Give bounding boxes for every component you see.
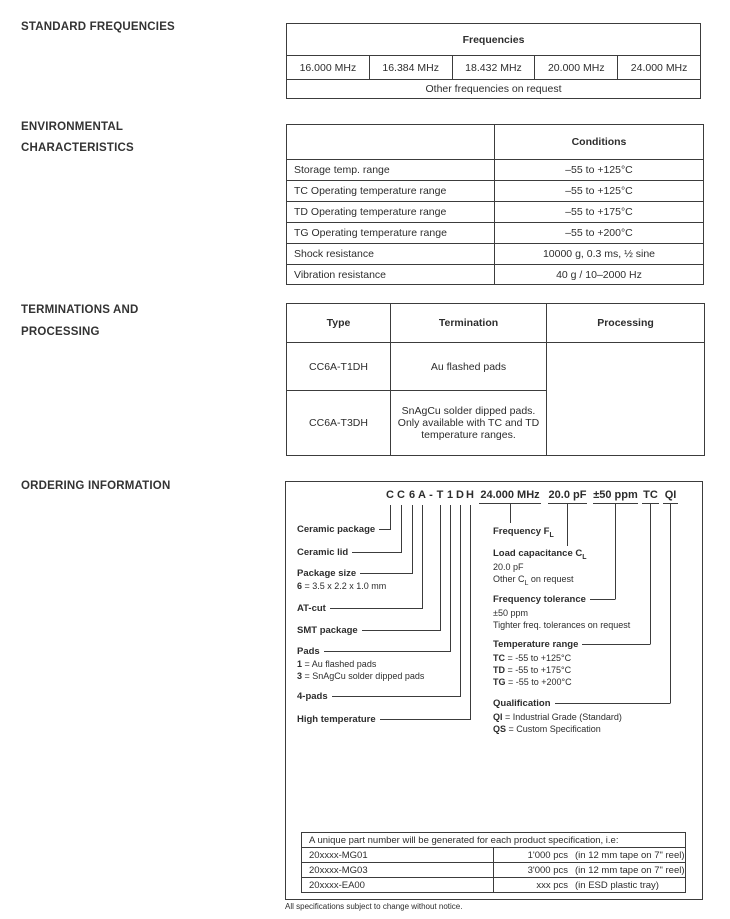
part-number-char: 6 [408,489,416,501]
ordering-sub-tolerance-value: ±50 ppm [493,608,528,618]
frequencies-header: Frequencies [287,24,701,56]
connector-line [324,651,450,652]
connector-line [330,608,422,609]
ordering-sub-temp-tc: TC = -55 to +125°C [493,653,572,663]
ordering-label-qualification: Qualification [493,697,670,710]
part-number-char: C [397,489,405,501]
part-number-char: C [386,489,394,501]
ordering-label-smt-package: SMT package [297,624,440,637]
part-number-char: D [456,489,464,501]
env-row-label: Vibration resistance [287,265,495,285]
part-number-group-tolerance: ±50 ppm [593,489,638,504]
frequency-cell: 24.000 MHz [618,56,701,80]
connector-line [380,719,470,720]
ordering-label-high-temperature: High temperature [297,713,470,726]
unique-table-desc: 3'000 pcs (in 12 mm tape on 7" reel) [494,863,686,878]
connector-line [332,696,460,697]
part-number-char: 1 [446,489,454,501]
section-heading-terminations-line2: PROCESSING [21,326,100,338]
ordering-sub-qual-qi: QI = Industrial Grade (Standard) [493,712,622,722]
environmental-header-conditions: Conditions [495,125,704,160]
env-row-label: TD Operating temperature range [287,202,495,223]
ordering-label-temperature-range: Temperature range [493,638,650,651]
unique-table-desc: xxx pcs (in ESD plastic tray) [494,878,686,893]
termination-line2: Only available with TC and TD temperature ranges. [397,417,540,441]
frequency-cell: 16.384 MHz [369,56,452,80]
ordering-label-ceramic-lid: Ceramic lid [297,546,401,559]
ordering-label-at-cut: AT-cut [297,602,422,615]
connector-line [360,573,412,574]
unique-table-code: 20xxxx-EA00 [302,878,494,893]
page-footer-note: All specifications subject to change without notice. [285,902,463,911]
frequency-cell: 16.000 MHz [287,56,370,80]
section-heading-ordering: ORDERING INFORMATION [21,480,171,492]
ordering-sub-package-size: 6 = 3.5 x 2.2 x 1.0 mm [297,581,387,591]
environmental-table [286,124,704,285]
ordering-label-frequency-tolerance: Frequency tolerance [493,593,615,606]
termination-value: Au flashed pads [391,343,547,391]
part-number-group-frequency: 24.000 MHz [479,489,541,504]
ordering-label-package-size: Package size [297,567,412,580]
part-number-char: H [466,489,474,501]
unique-table-desc: 1'000 pcs (in 12 mm tape on 7" reel) [494,848,686,863]
frequency-cell: 20.000 MHz [535,56,618,80]
section-heading-environmental-line2: CHARACTERISTICS [21,142,134,154]
ordering-sub-pads-3: 3 = SnAgCu solder dipped pads [297,671,425,681]
frequencies-table [286,23,701,99]
termination-value [391,391,547,456]
connector-line [352,552,401,553]
processing-cell [547,343,705,456]
unique-table-code: 20xxxx-MG03 [302,863,494,878]
terminations-table [286,303,705,456]
environmental-header-empty [287,125,495,160]
connector-line [582,644,650,645]
part-number-char: A [418,489,426,501]
termination-line1: SnAgCu solder dipped pads. [401,405,536,417]
part-number-char: T [436,489,444,501]
connector-line [379,529,390,530]
unique-table-header: A unique part number will be generated for each product specification, i.e: [302,833,686,848]
connector-line [555,703,670,704]
connector-line [362,630,440,631]
ordering-label-ceramic-package: Ceramic package [297,523,390,536]
part-number-group-qualification: QI [663,489,678,504]
section-heading-terminations-line1: TERMINATIONS AND [21,304,139,316]
connector-line [590,599,615,600]
terminations-header-termination: Termination [391,304,547,343]
frequencies-footer: Other frequencies on request [287,80,701,99]
ordering-sub-qual-qs: QS = Custom Specification [493,724,601,734]
part-number-group-temp-range: TC [642,489,659,504]
frequency-cell: 18.432 MHz [452,56,535,80]
unique-part-number-table [301,832,686,893]
terminations-header-processing: Processing [547,304,705,343]
termination-type: CC6A-T1DH [287,343,391,391]
env-row-value: –55 to +175°C [495,202,704,223]
env-row-value: –55 to +125°C [495,181,704,202]
env-row-value: –55 to +125°C [495,160,704,181]
ordering-sub-temp-tg: TG = -55 to +200°C [493,677,572,687]
env-row-label: Shock resistance [287,244,495,265]
ordering-label-4-pads: 4-pads [297,690,460,703]
section-heading-standard-frequencies: STANDARD FREQUENCIES [21,21,175,33]
unique-table-code: 20xxxx-MG01 [302,848,494,863]
part-number-char: - [429,489,433,501]
ordering-label-frequency: Frequency $F_L$ [493,526,554,539]
ordering-label-pads: Pads [297,645,450,658]
ordering-sub-load-cap-value: 20.0 pF [493,562,524,572]
ordering-label-load-capacitance: Load capacitance $C_L$ [493,548,587,561]
section-heading-environmental-line1: ENVIRONMENTAL [21,121,124,133]
terminations-header-type: Type [287,304,391,343]
ordering-info-box [285,481,703,900]
ordering-sub-pads-1: 1 = Au flashed pads [297,659,377,669]
ordering-sub-temp-td: TD = -55 to +175°C [493,665,572,675]
env-row-value: –55 to +200°C [495,223,704,244]
env-row-label: TC Operating temperature range [287,181,495,202]
ordering-sub-tolerance-other: Tighter freq. tolerances on request [493,620,631,630]
env-row-value: 40 g / 10–2000 Hz [495,265,704,285]
termination-type: CC6A-T3DH [287,391,391,456]
env-row-label: TG Operating temperature range [287,223,495,244]
env-row-label: Storage temp. range [287,160,495,181]
env-row-value: 10000 g, 0.3 ms, ½ sine [495,244,704,265]
ordering-sub-load-cap-other: Other $C_L$ on request [493,574,574,587]
part-number-group-load-capacitance: 20.0 pF [548,489,587,504]
